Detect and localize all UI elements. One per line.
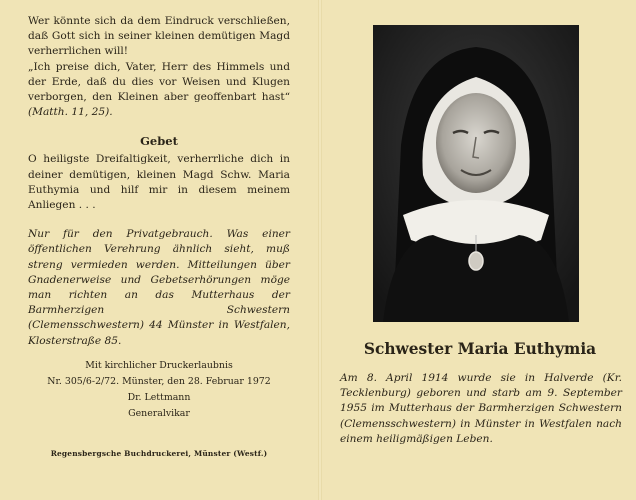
portrait-photo	[373, 25, 579, 322]
quote-text: „Ich preise dich, Vater, Herr des Himmels und der Erde, daß du dies vor Weisen und Klugen verborgen, den Kleinen aber geoffenbart hast“	[28, 60, 290, 104]
imprimatur-line: Mit kirchlicher Druckerlaubnis	[85, 360, 233, 371]
scripture-quote	[28, 60, 290, 121]
biography-text: Am 8. April 1914 wurde sie in Halverde (Kr. Tecklenburg) geboren und starb am 9. September 1955 im Mutterhaus der Barmherzigen Schwestern (Clemensschwestern) in Münster in Westfalen nach einem heiligmäßigen Leben.	[340, 372, 622, 445]
nun-portrait	[373, 25, 579, 322]
printer-credit: Regensbergsche Buchdruckerei, Münster (Westf.)	[50, 449, 268, 458]
quote-reference: (Matth. 11, 25).	[28, 106, 113, 119]
card-fold	[318, 0, 322, 500]
imprimatur-line: Nr. 305/6-2/72. Münster, den 28. Februar 1972	[47, 376, 271, 387]
left-panel	[28, 14, 290, 349]
imprimatur	[28, 358, 290, 422]
private-use-notice: Nur für den Privatgebrauch. Was einer öffentlichen Verehrung ähnlich sieht, muß streng vermieden werden. Mitteilungen über Gnadenerweise und Gebetserhörungen möge man richten an das Mutterhaus der Barmherzigen Schwestern (Clemensschwestern) 44 Münster in Westfalen, Klosterstraße 85.	[28, 228, 290, 347]
prayer-heading: Gebet	[140, 134, 178, 149]
sister-name: Schwester Maria Euthymia	[363, 340, 597, 358]
prayer-text: O heiligste Dreifaltigkeit, verherrliche dich in deiner demütigen, kleinen Magd Schw. Maria Euthymia und hilf mir in diesem meinem Anliegen . . .	[28, 153, 290, 212]
imprimatur-signer: Dr. Lettmann	[127, 392, 191, 403]
imprimatur-title: Generalvikar	[128, 408, 190, 419]
intro-text: Wer könnte sich da dem Eindruck verschließen, daß Gott sich in seiner kleinen demütigen Magd verherrlichen will!	[28, 15, 290, 58]
